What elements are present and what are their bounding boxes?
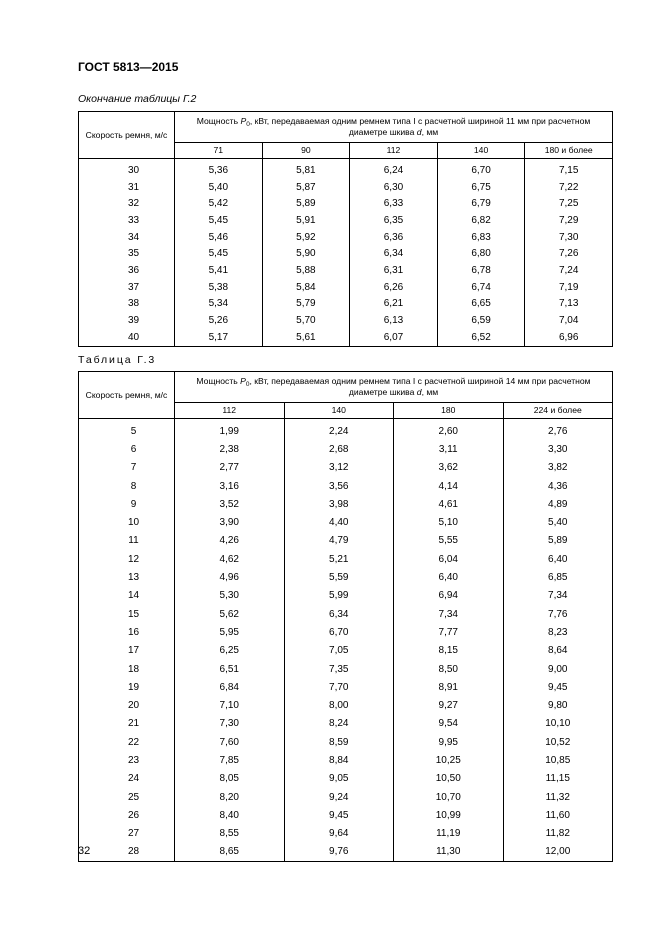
- speed-cell: 23: [79, 751, 175, 769]
- table-row: [79, 715, 613, 733]
- power-value-cell: 4,61: [394, 495, 504, 513]
- power-value-cell: 7,13: [525, 296, 613, 313]
- power-value-cell: 7,29: [525, 212, 613, 229]
- power-value-cell: 7,77: [394, 623, 504, 641]
- power-value-cell: 3,82: [503, 459, 613, 477]
- table-row: [79, 843, 613, 862]
- power-value-cell: 6,33: [350, 195, 438, 212]
- power-value-cell: 8,15: [394, 642, 504, 660]
- power-value-cell: 9,80: [503, 696, 613, 714]
- power-value-cell: 8,59: [284, 733, 394, 751]
- speed-cell: 35: [79, 245, 175, 262]
- power-value-cell: 5,40: [503, 513, 613, 531]
- speed-cell: 20: [79, 696, 175, 714]
- table-row: [79, 195, 613, 212]
- power-value-cell: 4,96: [175, 568, 285, 586]
- table-row: [79, 329, 613, 346]
- power-value-cell: 2,68: [284, 440, 394, 458]
- speed-cell: 16: [79, 623, 175, 641]
- power-value-cell: 5,62: [175, 605, 285, 623]
- speed-cell: 17: [79, 642, 175, 660]
- power-value-cell: 10,70: [394, 788, 504, 806]
- table-g2-caption: Окончание таблицы Г.2: [78, 93, 197, 105]
- power-value-cell: 6,80: [437, 245, 525, 262]
- table-row: [79, 419, 613, 441]
- table-row: [79, 678, 613, 696]
- table-row: [79, 312, 613, 329]
- power-value-cell: 7,25: [525, 195, 613, 212]
- power-value-cell: 7,34: [394, 605, 504, 623]
- power-value-cell: 5,40: [175, 179, 263, 196]
- power-value-cell: 4,62: [175, 550, 285, 568]
- power-value-cell: 12,00: [503, 843, 613, 862]
- power-value-cell: 6,78: [437, 262, 525, 279]
- table-row: [79, 159, 613, 179]
- table-row: [79, 751, 613, 769]
- power-value-cell: 8,55: [175, 825, 285, 843]
- power-value-cell: 9,95: [394, 733, 504, 751]
- power-value-cell: 2,24: [284, 419, 394, 441]
- power-value-cell: 8,64: [503, 642, 613, 660]
- power-value-cell: 6,40: [394, 568, 504, 586]
- speed-cell: 32: [79, 195, 175, 212]
- diameter-column-header: 140: [437, 143, 525, 159]
- table-row: [79, 532, 613, 550]
- power-value-cell: 7,10: [175, 696, 285, 714]
- power-column-header: Мощность $P_0$, кВт, передаваемая одним ремнем типа I с расчетной шириной 14 мм при расчетном диаметре шкива d, мм: [175, 372, 613, 403]
- power-value-cell: 2,77: [175, 459, 285, 477]
- table-row: [79, 660, 613, 678]
- power-value-cell: 4,14: [394, 477, 504, 495]
- power-value-cell: 8,00: [284, 696, 394, 714]
- power-value-cell: 6,31: [350, 262, 438, 279]
- power-value-cell: 6,04: [394, 550, 504, 568]
- power-value-cell: 3,52: [175, 495, 285, 513]
- power-value-cell: 8,84: [284, 751, 394, 769]
- power-value-cell: 7,34: [503, 587, 613, 605]
- speed-cell: 13: [79, 568, 175, 586]
- power-value-cell: 7,70: [284, 678, 394, 696]
- table-row: [79, 212, 613, 229]
- power-value-cell: 9,45: [503, 678, 613, 696]
- power-value-cell: 8,05: [175, 770, 285, 788]
- table-row: [79, 642, 613, 660]
- power-value-cell: 3,30: [503, 440, 613, 458]
- power-value-cell: 6,65: [437, 296, 525, 313]
- power-value-cell: 5,92: [262, 229, 350, 246]
- power-value-cell: 8,65: [175, 843, 285, 862]
- power-value-cell: 9,24: [284, 788, 394, 806]
- power-value-cell: 11,82: [503, 825, 613, 843]
- power-value-cell: 5,26: [175, 312, 263, 329]
- diameter-column-header: 180: [394, 403, 504, 419]
- power-value-cell: 10,85: [503, 751, 613, 769]
- power-value-cell: 2,76: [503, 419, 613, 441]
- table-row: [79, 806, 613, 824]
- power-value-cell: 5,34: [175, 296, 263, 313]
- power-value-cell: 10,50: [394, 770, 504, 788]
- table-row: [79, 733, 613, 751]
- power-value-cell: 5,88: [262, 262, 350, 279]
- power-value-cell: 6,96: [525, 329, 613, 346]
- power-value-cell: 5,79: [262, 296, 350, 313]
- power-value-cell: 6,85: [503, 568, 613, 586]
- power-value-cell: 9,05: [284, 770, 394, 788]
- diameter-column-header: 71: [175, 143, 263, 159]
- power-value-cell: 5,21: [284, 550, 394, 568]
- speed-cell: 11: [79, 532, 175, 550]
- power-value-cell: 7,60: [175, 733, 285, 751]
- table-row: [79, 825, 613, 843]
- table-row: [79, 279, 613, 296]
- power-value-cell: 7,22: [525, 179, 613, 196]
- power-value-cell: 2,38: [175, 440, 285, 458]
- power-value-cell: 3,62: [394, 459, 504, 477]
- power-value-cell: 6,79: [437, 195, 525, 212]
- table-row: [79, 513, 613, 531]
- table-row: [79, 770, 613, 788]
- power-value-cell: 6,74: [437, 279, 525, 296]
- power-value-cell: 6,26: [350, 279, 438, 296]
- document-header: ГОСТ 5813—2015: [78, 60, 179, 74]
- power-value-cell: 5,84: [262, 279, 350, 296]
- power-value-cell: 4,36: [503, 477, 613, 495]
- power-value-cell: 9,27: [394, 696, 504, 714]
- speed-cell: 19: [79, 678, 175, 696]
- power-value-cell: 4,26: [175, 532, 285, 550]
- speed-cell: 22: [79, 733, 175, 751]
- speed-cell: 31: [79, 179, 175, 196]
- power-value-cell: 6,34: [284, 605, 394, 623]
- table-row: [79, 459, 613, 477]
- power-value-cell: 5,89: [503, 532, 613, 550]
- power-value-cell: 6,13: [350, 312, 438, 329]
- speed-column-header: Скорость ремня, м/с: [79, 372, 175, 419]
- power-value-cell: 3,98: [284, 495, 394, 513]
- power-value-cell: 5,90: [262, 245, 350, 262]
- power-value-cell: 3,90: [175, 513, 285, 531]
- table-row: [79, 245, 613, 262]
- diameter-column-header: 112: [350, 143, 438, 159]
- power-value-cell: 4,79: [284, 532, 394, 550]
- power-value-cell: 5,45: [175, 212, 263, 229]
- power-value-cell: 6,34: [350, 245, 438, 262]
- power-value-cell: 5,55: [394, 532, 504, 550]
- power-value-cell: 6,21: [350, 296, 438, 313]
- power-value-cell: 5,42: [175, 195, 263, 212]
- power-value-cell: 6,40: [503, 550, 613, 568]
- speed-cell: 25: [79, 788, 175, 806]
- power-value-cell: 10,99: [394, 806, 504, 824]
- power-value-cell: 7,26: [525, 245, 613, 262]
- table-row: [79, 477, 613, 495]
- power-value-cell: 11,32: [503, 788, 613, 806]
- power-value-cell: 6,75: [437, 179, 525, 196]
- power-value-cell: 8,20: [175, 788, 285, 806]
- power-value-cell: 5,41: [175, 262, 263, 279]
- table-row: [79, 587, 613, 605]
- speed-cell: 5: [79, 419, 175, 441]
- speed-cell: 38: [79, 296, 175, 313]
- table-row: [79, 605, 613, 623]
- power-value-cell: 5,59: [284, 568, 394, 586]
- power-value-cell: 10,10: [503, 715, 613, 733]
- power-value-cell: 6,94: [394, 587, 504, 605]
- table-row: [79, 296, 613, 313]
- table-row: [79, 262, 613, 279]
- table-row: [79, 440, 613, 458]
- power-value-cell: 5,81: [262, 159, 350, 179]
- power-value-cell: 6,59: [437, 312, 525, 329]
- power-value-cell: 9,54: [394, 715, 504, 733]
- power-value-cell: 7,24: [525, 262, 613, 279]
- speed-cell: 33: [79, 212, 175, 229]
- power-value-cell: 6,36: [350, 229, 438, 246]
- table-row: [79, 788, 613, 806]
- power-value-cell: 8,50: [394, 660, 504, 678]
- power-value-cell: 5,70: [262, 312, 350, 329]
- power-value-cell: 4,40: [284, 513, 394, 531]
- power-value-cell: 6,70: [284, 623, 394, 641]
- power-value-cell: 6,83: [437, 229, 525, 246]
- diameter-column-header: 224 и более: [503, 403, 613, 419]
- speed-cell: 9: [79, 495, 175, 513]
- power-value-cell: 6,07: [350, 329, 438, 346]
- power-value-cell: 5,10: [394, 513, 504, 531]
- power-value-cell: 5,45: [175, 245, 263, 262]
- speed-cell: 39: [79, 312, 175, 329]
- power-value-cell: 2,60: [394, 419, 504, 441]
- power-value-cell: 8,91: [394, 678, 504, 696]
- speed-cell: 28: [79, 843, 175, 862]
- power-value-cell: 8,40: [175, 806, 285, 824]
- speed-cell: 10: [79, 513, 175, 531]
- power-value-cell: 3,11: [394, 440, 504, 458]
- table-row: [79, 623, 613, 641]
- power-value-cell: 9,64: [284, 825, 394, 843]
- speed-cell: 12: [79, 550, 175, 568]
- power-value-cell: 5,89: [262, 195, 350, 212]
- power-value-cell: 10,25: [394, 751, 504, 769]
- power-value-cell: 5,91: [262, 212, 350, 229]
- power-value-cell: 11,30: [394, 843, 504, 862]
- power-value-cell: 7,30: [525, 229, 613, 246]
- speed-cell: 7: [79, 459, 175, 477]
- table-g3-caption: Таблица Г.3: [78, 354, 157, 366]
- power-value-cell: 8,24: [284, 715, 394, 733]
- power-value-cell: 8,23: [503, 623, 613, 641]
- diameter-column-header: 140: [284, 403, 394, 419]
- table-row: [79, 179, 613, 196]
- diameter-column-header: 180 и более: [525, 143, 613, 159]
- power-value-cell: 7,30: [175, 715, 285, 733]
- speed-cell: 15: [79, 605, 175, 623]
- power-value-cell: 5,46: [175, 229, 263, 246]
- power-value-cell: 11,60: [503, 806, 613, 824]
- page-number: 32: [78, 845, 91, 857]
- power-value-cell: 7,04: [525, 312, 613, 329]
- power-value-cell: 7,05: [284, 642, 394, 660]
- speed-cell: 34: [79, 229, 175, 246]
- speed-cell: 30: [79, 159, 175, 179]
- speed-cell: 40: [79, 329, 175, 346]
- power-value-cell: 7,15: [525, 159, 613, 179]
- power-value-cell: 11,15: [503, 770, 613, 788]
- speed-cell: 18: [79, 660, 175, 678]
- power-value-cell: 3,56: [284, 477, 394, 495]
- power-value-cell: 5,36: [175, 159, 263, 179]
- power-value-cell: 5,95: [175, 623, 285, 641]
- speed-cell: 8: [79, 477, 175, 495]
- power-value-cell: 5,87: [262, 179, 350, 196]
- power-value-cell: 11,19: [394, 825, 504, 843]
- table-row: [79, 550, 613, 568]
- speed-cell: 21: [79, 715, 175, 733]
- power-value-cell: 1,99: [175, 419, 285, 441]
- power-value-cell: 3,12: [284, 459, 394, 477]
- diameter-column-header: 112: [175, 403, 285, 419]
- power-value-cell: 7,76: [503, 605, 613, 623]
- power-value-cell: 5,99: [284, 587, 394, 605]
- power-value-cell: 6,84: [175, 678, 285, 696]
- diameter-column-header: 90: [262, 143, 350, 159]
- power-value-cell: 6,51: [175, 660, 285, 678]
- table-g2: [78, 111, 613, 347]
- power-value-cell: 9,76: [284, 843, 394, 862]
- power-value-cell: 9,00: [503, 660, 613, 678]
- power-value-cell: 5,17: [175, 329, 263, 346]
- power-value-cell: 6,30: [350, 179, 438, 196]
- table-row: [79, 568, 613, 586]
- speed-cell: 14: [79, 587, 175, 605]
- power-value-cell: 5,61: [262, 329, 350, 346]
- speed-cell: 24: [79, 770, 175, 788]
- power-value-cell: 7,19: [525, 279, 613, 296]
- power-column-header: Мощность $P_0$, кВт, передаваемая одним ремнем типа I с расчетной шириной 11 мм при расчетном диаметре шкива d, мм: [175, 112, 613, 143]
- power-value-cell: 6,70: [437, 159, 525, 179]
- speed-cell: 37: [79, 279, 175, 296]
- power-value-cell: 7,35: [284, 660, 394, 678]
- power-value-cell: 6,35: [350, 212, 438, 229]
- power-value-cell: 10,52: [503, 733, 613, 751]
- speed-cell: 26: [79, 806, 175, 824]
- power-value-cell: 4,89: [503, 495, 613, 513]
- power-value-cell: 5,38: [175, 279, 263, 296]
- table-row: [79, 696, 613, 714]
- power-value-cell: 6,25: [175, 642, 285, 660]
- power-value-cell: 7,85: [175, 751, 285, 769]
- power-value-cell: 6,52: [437, 329, 525, 346]
- power-value-cell: 5,30: [175, 587, 285, 605]
- speed-cell: 36: [79, 262, 175, 279]
- power-value-cell: 9,45: [284, 806, 394, 824]
- speed-cell: 27: [79, 825, 175, 843]
- power-value-cell: 6,24: [350, 159, 438, 179]
- power-value-cell: 3,16: [175, 477, 285, 495]
- speed-cell: 6: [79, 440, 175, 458]
- speed-column-header: Скорость ремня, м/с: [79, 112, 175, 159]
- table-row: [79, 229, 613, 246]
- power-value-cell: 6,82: [437, 212, 525, 229]
- table-row: [79, 495, 613, 513]
- table-g3: [78, 371, 613, 862]
